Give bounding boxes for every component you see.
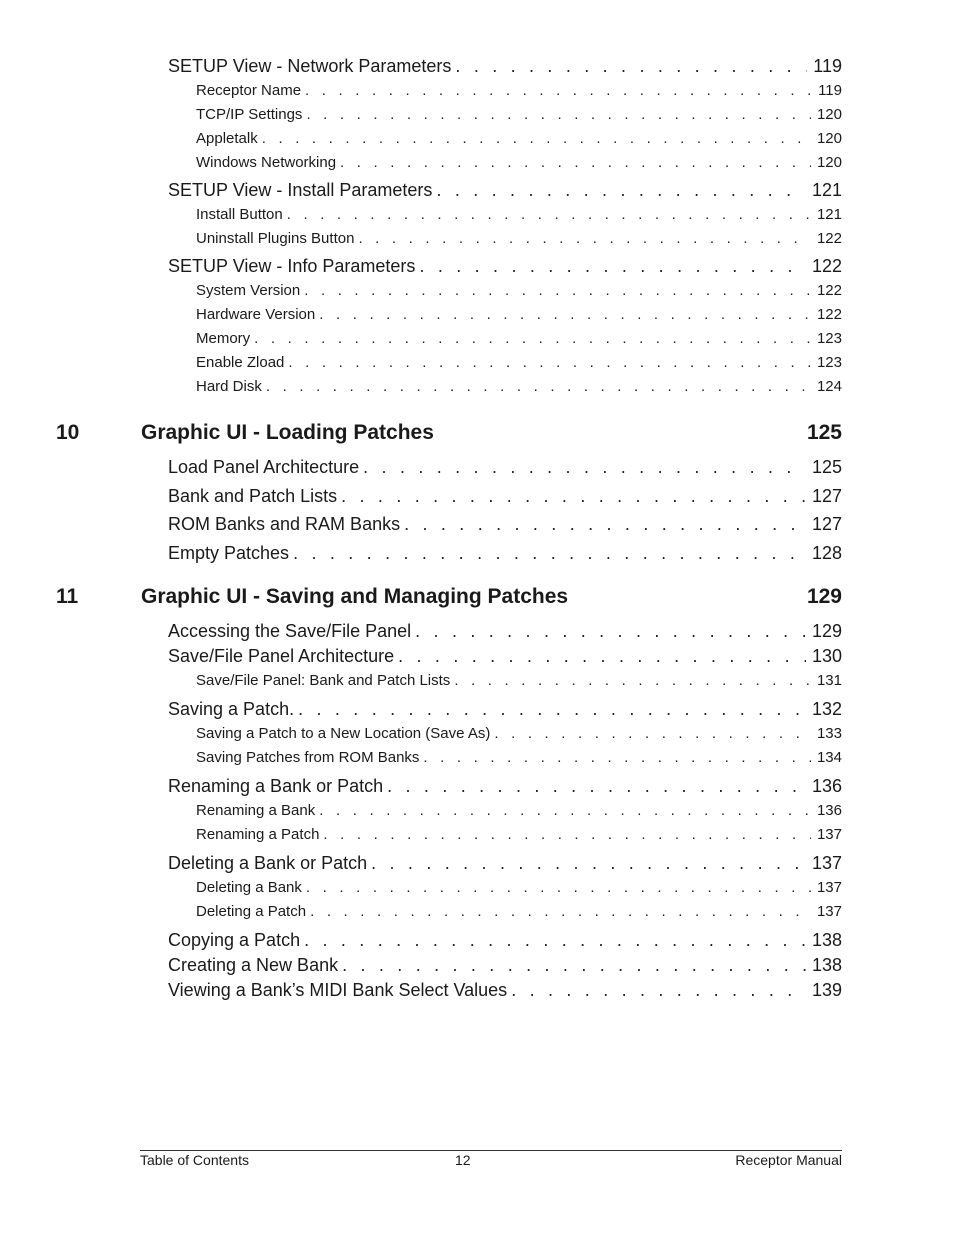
toc-entry-page: 136 (816, 802, 842, 819)
toc-entry-page: 124 (816, 378, 842, 395)
toc-entry[interactable] (196, 378, 842, 395)
toc-entry-title: Renaming a Patch (196, 826, 320, 843)
dot-leader (304, 930, 806, 951)
toc-entry-page: 128 (811, 542, 842, 563)
dot-leader (419, 256, 806, 277)
toc-entry-page: 137 (816, 826, 842, 843)
toc-entry[interactable] (168, 457, 842, 478)
toc-entry[interactable] (168, 180, 842, 201)
dot-leader (455, 56, 807, 77)
toc-entry[interactable] (196, 749, 842, 766)
dot-leader (254, 330, 811, 347)
toc-entry-title: Saving Patches from ROM Banks (196, 749, 420, 766)
chapter-number: 11 (56, 585, 79, 608)
dot-leader (298, 699, 806, 720)
chapter-11-heading[interactable] (56, 585, 842, 609)
dot-leader (494, 725, 811, 742)
dot-leader (341, 486, 806, 507)
toc-entry-title: Hardware Version (196, 306, 316, 323)
dot-leader (262, 130, 811, 147)
toc-entry-title: Bank and Patch Lists (168, 485, 338, 506)
toc-entry-page: 136 (811, 776, 842, 796)
toc-entry[interactable] (196, 282, 842, 299)
toc-entry-page: 122 (816, 230, 842, 247)
toc-entry-title: Empty Patches (168, 542, 290, 563)
toc-entry-title: Copying a Patch (168, 930, 301, 950)
chapter-number: 10 (56, 421, 80, 444)
toc-entry-page: 125 (811, 457, 842, 477)
dot-leader (511, 980, 806, 1001)
toc-entry[interactable] (168, 930, 842, 951)
toc-entry[interactable] (168, 56, 842, 77)
toc-entry-title: Deleting a Bank or Patch (168, 853, 368, 873)
toc-entry-page: 119 (813, 56, 842, 76)
footer-left: Table of Contents (140, 1152, 249, 1168)
toc-entry-title: Memory (196, 330, 251, 347)
toc-entry[interactable] (196, 154, 842, 171)
toc-entry[interactable] (196, 206, 842, 223)
toc-entry-title: SETUP View - Network Parameters (168, 56, 452, 76)
chapter-title: Graphic UI - Saving and Managing Patches (141, 585, 569, 608)
dot-leader (371, 853, 806, 874)
dot-leader (319, 802, 811, 819)
toc-entry-page: 134 (816, 749, 842, 766)
toc-entry-title: Receptor Name (196, 82, 302, 99)
toc-entry-title: Saving a Patch. (168, 699, 295, 719)
dot-leader (306, 106, 811, 123)
toc-entry[interactable] (196, 802, 842, 819)
chapter-page: 129 (806, 585, 842, 608)
toc-entry-title: Viewing a Bank’s MIDI Bank Select Values (168, 980, 508, 1000)
toc-entry[interactable] (196, 903, 842, 920)
toc-entry[interactable] (196, 354, 842, 371)
toc-entry[interactable] (196, 725, 842, 742)
dot-leader (404, 514, 806, 535)
toc-entry-page: 120 (816, 154, 842, 171)
toc-entry-title: Saving a Patch to a New Location (Save As) (196, 725, 491, 742)
toc-entry[interactable] (196, 130, 842, 147)
toc-entry-title: SETUP View - Install Parameters (168, 180, 433, 200)
dot-leader (304, 282, 811, 299)
toc-entry[interactable] (168, 486, 842, 507)
dot-leader (423, 749, 811, 766)
toc-entry-page: 138 (811, 955, 842, 975)
toc-entry[interactable] (168, 621, 842, 642)
toc-entry-title: ROM Banks and RAM Banks (168, 514, 401, 534)
dot-leader (358, 230, 811, 247)
dot-leader (287, 206, 811, 223)
toc-entry-title: Enable Zload (196, 354, 285, 371)
toc-entry-title: Deleting a Bank (196, 879, 302, 896)
toc-entry-title: Creating a New Bank (168, 955, 339, 975)
toc-entry-page: 137 (816, 879, 842, 896)
toc-entry-page: 139 (811, 980, 842, 1000)
dot-leader (398, 646, 806, 667)
toc-entry[interactable] (168, 699, 842, 720)
toc-entry[interactable] (196, 826, 842, 843)
toc-entry-page: 121 (811, 180, 842, 200)
toc-entry-page: 137 (811, 853, 842, 873)
toc-entry-page: 122 (816, 306, 842, 323)
dot-leader (306, 879, 811, 896)
toc-entry-page: 132 (811, 699, 842, 719)
toc-entry-title: Windows Networking (196, 154, 337, 171)
dot-leader (293, 543, 806, 564)
dot-leader (342, 955, 806, 976)
toc-entry-page: 120 (816, 106, 842, 123)
footer-page-number: 12 (455, 1152, 471, 1168)
toc-entry[interactable] (168, 776, 842, 797)
dot-leader (436, 180, 806, 201)
toc-entry-page: 123 (816, 330, 842, 347)
dot-leader (266, 378, 811, 395)
footer-divider (140, 1150, 842, 1151)
toc-entry[interactable] (196, 672, 842, 689)
toc-entry-title: Hard Disk (196, 378, 262, 395)
chapter-page: 125 (806, 421, 842, 444)
toc-entry[interactable] (168, 853, 842, 874)
toc-entry-page: 121 (816, 206, 842, 223)
toc-entry-page: 119 (818, 82, 842, 99)
chapter-10-heading[interactable] (56, 421, 842, 445)
toc-entry-title: Deleting a Patch (196, 903, 307, 920)
dot-leader (319, 306, 811, 323)
toc-entry-page: 127 (811, 485, 842, 506)
toc-entry-title: SETUP View - Info Parameters (168, 256, 416, 276)
toc-entry-title: TCP/IP Settings (196, 106, 303, 123)
toc-entry[interactable] (196, 879, 842, 896)
toc-entry-title: System Version (196, 282, 301, 299)
toc-entry-page: 120 (816, 130, 842, 147)
dot-leader (454, 672, 811, 689)
toc-entry-page: 131 (816, 672, 842, 689)
toc-entry-page: 137 (816, 903, 842, 920)
toc-entry[interactable] (168, 646, 842, 667)
toc-entry[interactable] (168, 514, 842, 535)
footer-right: Receptor Manual (735, 1152, 842, 1168)
toc-entry-page: 138 (811, 930, 842, 950)
dot-leader (340, 154, 811, 171)
toc-entry-page: 127 (811, 514, 842, 534)
toc-entry[interactable] (196, 106, 842, 123)
toc-entry[interactable] (168, 980, 842, 1001)
toc-entry[interactable] (196, 330, 842, 347)
toc-entry-title: Save/File Panel: Bank and Patch Lists (196, 672, 451, 689)
toc-entry-title: Accessing the Save/File Panel (168, 621, 412, 641)
dot-leader (363, 457, 806, 478)
toc-entry[interactable] (168, 955, 842, 976)
toc-entry-title: Appletalk (196, 130, 258, 147)
toc-entry-page: 122 (811, 256, 842, 276)
chapter-title: Graphic UI - Loading Patches (141, 421, 434, 444)
toc-entry-page: 122 (816, 282, 842, 299)
toc-entry-title: Install Button (196, 206, 283, 223)
toc-entry[interactable] (168, 256, 842, 277)
toc-entry[interactable] (196, 306, 842, 323)
toc-entry-title: Load Panel Architecture (168, 457, 360, 477)
dot-leader (305, 82, 812, 99)
dot-leader (288, 354, 811, 371)
dot-leader (310, 903, 811, 920)
toc-entry-page: 133 (816, 725, 842, 742)
toc-entry-title: Save/File Panel Architecture (168, 646, 395, 666)
toc-entry-page: 130 (811, 646, 842, 666)
toc-entry-title: Renaming a Bank or Patch (168, 776, 384, 796)
toc-entry-page: 123 (816, 354, 842, 371)
toc-entry[interactable] (196, 82, 842, 99)
dot-leader (387, 776, 806, 797)
dot-leader (415, 621, 806, 642)
dot-leader (323, 826, 811, 843)
toc-entry[interactable] (196, 230, 842, 247)
toc-entry-page: 129 (811, 621, 842, 641)
toc-entry-title: Uninstall Plugins Button (196, 230, 355, 247)
toc-entry[interactable] (168, 543, 842, 564)
toc-entry-title: Renaming a Bank (196, 802, 316, 819)
